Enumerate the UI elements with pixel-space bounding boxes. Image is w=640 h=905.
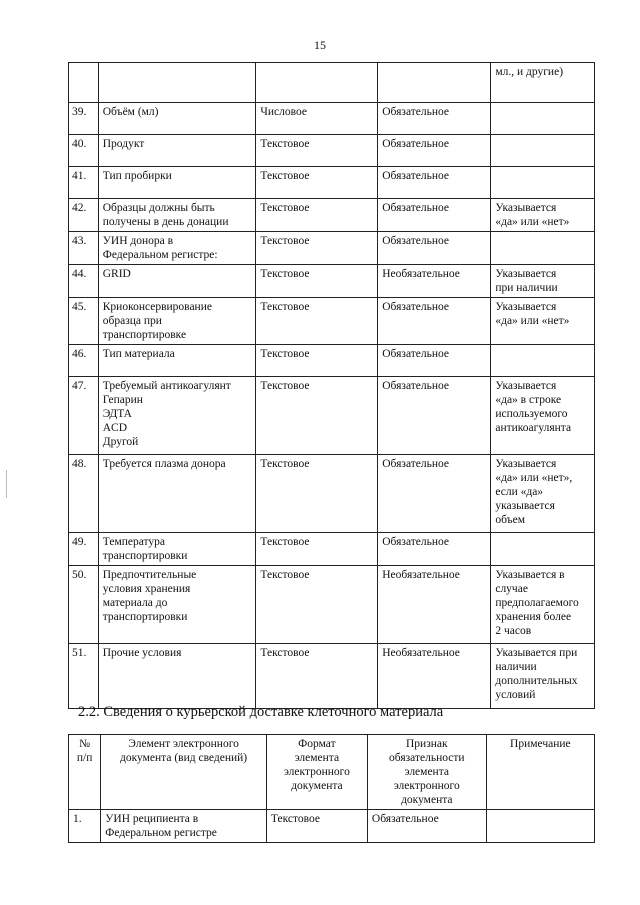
cell-note-line: Указывается при xyxy=(495,647,578,659)
cell-element xyxy=(98,533,256,566)
cell-note-line: Указывается xyxy=(495,202,557,214)
cell-element-line: Тип пробирки xyxy=(102,170,172,182)
cell-element xyxy=(101,810,267,843)
table-row xyxy=(69,103,595,135)
cell-element xyxy=(98,345,256,377)
cell-note xyxy=(491,232,595,265)
cell-note xyxy=(491,533,595,566)
cell-note-line: случае xyxy=(495,583,528,595)
cell-format: Текстовое xyxy=(256,298,378,345)
courier-header-cell-line: элемента xyxy=(294,752,340,764)
table-row xyxy=(69,810,595,843)
courier-header-cell-line: Примечание xyxy=(510,738,571,750)
cell-element-line: Федеральном регистре xyxy=(105,827,217,839)
cell-note xyxy=(491,345,595,377)
cell-note-line: «да» в строке xyxy=(495,394,562,406)
cell-note-line: предполагаемого xyxy=(495,597,579,609)
cell-element-line: получены в день донации xyxy=(102,216,229,228)
courier-header-cell-line: обязательности xyxy=(389,752,465,764)
cell-element xyxy=(98,298,256,345)
cell-format: Текстовое xyxy=(256,167,378,199)
cell-note-line: 2 часов xyxy=(495,625,532,637)
courier-header-cell xyxy=(486,735,594,810)
cell-required: Необязательное xyxy=(378,644,491,709)
cell-element xyxy=(98,63,256,103)
courier-header-cell-line: элемента xyxy=(404,766,449,778)
cell-note-line: условий xyxy=(495,689,536,701)
cell-required: Необязательное xyxy=(378,566,491,644)
cell-note-line: используемого xyxy=(495,408,568,420)
cell-element xyxy=(98,232,256,265)
cell-num: 50. xyxy=(69,566,99,644)
cell-note-line: Указывается xyxy=(495,301,557,313)
cell-element-line: Требуемый антикоагулянт xyxy=(102,380,231,392)
cell-element-line: Гепарин xyxy=(102,394,143,406)
courier-table-body xyxy=(69,810,595,843)
cell-format: Текстовое xyxy=(256,265,378,298)
cell-num: 40. xyxy=(69,135,99,167)
cell-element xyxy=(98,455,256,533)
courier-table-header-row xyxy=(69,735,595,810)
cell-note xyxy=(491,135,595,167)
cell-element-line: Предпочтительные xyxy=(102,569,197,581)
table-row xyxy=(69,644,595,709)
cell-element xyxy=(98,103,256,135)
cell-num: 41. xyxy=(69,167,99,199)
cell-format: Текстовое xyxy=(266,810,367,843)
courier-header-cell-line: Формат xyxy=(298,738,336,750)
courier-header-cell-line: Признак xyxy=(405,738,448,750)
cell-num: 45. xyxy=(69,298,99,345)
cell-element-line: транспортировки xyxy=(102,550,188,562)
cell-element-line: Криоконсервирование xyxy=(102,301,212,313)
cell-note-line: хранения более xyxy=(495,611,572,623)
cell-element-line: Тип материала xyxy=(102,348,175,360)
cell-element-line: Температура xyxy=(102,536,166,548)
cell-format: Текстовое xyxy=(256,199,378,232)
courier-header-cell-line: электронного xyxy=(283,766,350,778)
cell-element-line: Продукт xyxy=(102,138,145,150)
cell-note xyxy=(491,377,595,455)
cell-required: Обязательное xyxy=(378,345,491,377)
cell-element-line: ACD xyxy=(102,422,128,434)
cell-element-line: УИН донора в xyxy=(102,235,174,247)
cell-note-line: при наличии xyxy=(495,282,558,294)
main-table xyxy=(68,62,595,709)
cell-element xyxy=(98,377,256,455)
courier-header-cell xyxy=(69,735,101,810)
cell-num xyxy=(69,63,99,103)
cell-required: Обязательное xyxy=(378,199,491,232)
cell-note-line: наличии xyxy=(495,661,537,673)
cell-note xyxy=(491,199,595,232)
courier-header-cell-line: документа (вид сведений) xyxy=(120,752,248,764)
cell-format xyxy=(256,63,378,103)
courier-header-cell-line: № xyxy=(79,738,91,750)
cell-note xyxy=(491,644,595,709)
table-row xyxy=(69,199,595,232)
cell-element xyxy=(98,135,256,167)
courier-header-cell-line: Элемент электронного xyxy=(128,738,239,750)
cell-num: 43. xyxy=(69,232,99,265)
courier-header-cell-line: документа xyxy=(291,780,343,792)
cell-element xyxy=(98,644,256,709)
main-table-body xyxy=(69,63,595,709)
cell-element xyxy=(98,566,256,644)
cell-element-line: GRID xyxy=(102,268,131,280)
table-row xyxy=(69,265,595,298)
cell-note-line: Указывается xyxy=(495,458,557,470)
cell-note-line: Указывается xyxy=(495,380,557,392)
cell-format: Текстовое xyxy=(256,135,378,167)
cell-element-line: транспортировке xyxy=(102,329,187,341)
cell-required: Обязательное xyxy=(367,810,486,843)
cell-element-line: ЭДТА xyxy=(102,408,132,420)
cell-format: Текстовое xyxy=(256,644,378,709)
cell-format: Текстовое xyxy=(256,232,378,265)
cell-format: Числовое xyxy=(256,103,378,135)
cell-required: Необязательное xyxy=(378,265,491,298)
cell-note xyxy=(491,566,595,644)
cell-element-line: Объём (мл) xyxy=(102,106,159,118)
courier-header-cell-line: электронного xyxy=(393,780,460,792)
cell-num: 1. xyxy=(69,810,101,843)
courier-header-cell xyxy=(101,735,267,810)
table-row xyxy=(69,533,595,566)
cell-num: 39. xyxy=(69,103,99,135)
scan-edge-mark xyxy=(6,470,7,498)
cell-note-line: Указывается в xyxy=(495,569,565,581)
cell-format: Текстовое xyxy=(256,533,378,566)
cell-required: Обязательное xyxy=(378,232,491,265)
page-number: 15 xyxy=(314,38,326,52)
cell-note-line: дополнительных xyxy=(495,675,578,687)
cell-format: Текстовое xyxy=(256,377,378,455)
cell-element-line: Образцы должны быть xyxy=(102,202,215,214)
table-row xyxy=(69,377,595,455)
cell-element-line: Прочие условия xyxy=(102,647,182,659)
courier-header-cell-line: п/п xyxy=(76,752,93,764)
cell-note xyxy=(491,103,595,135)
cell-element-line: Требуется плазма донора xyxy=(102,458,226,470)
cell-required: Обязательное xyxy=(378,455,491,533)
cell-num: 47. xyxy=(69,377,99,455)
cell-required: Обязательное xyxy=(378,533,491,566)
cell-element xyxy=(98,167,256,199)
cell-num: 49. xyxy=(69,533,99,566)
cell-element-line: транспортировки xyxy=(102,611,188,623)
cell-note-line: Указывается xyxy=(495,268,557,280)
cell-note-line: «да» или «нет» xyxy=(495,315,570,327)
cell-element-line: образца при xyxy=(102,315,162,327)
cell-element-line: материала до xyxy=(102,597,168,609)
cell-element-line: условия хранения xyxy=(102,583,191,595)
cell-required: Обязательное xyxy=(378,298,491,345)
cell-required: Обязательное xyxy=(378,167,491,199)
table-row xyxy=(69,345,595,377)
courier-header-cell-line: документа xyxy=(401,794,453,806)
cell-required: Обязательное xyxy=(378,377,491,455)
cell-num: 46. xyxy=(69,345,99,377)
cell-num: 48. xyxy=(69,455,99,533)
cell-element xyxy=(98,199,256,232)
courier-header-cell xyxy=(367,735,486,810)
cell-element-line: УИН реципиента в xyxy=(105,813,199,825)
courier-header-cell xyxy=(266,735,367,810)
cell-num: 51. xyxy=(69,644,99,709)
continuation-row xyxy=(69,63,595,103)
cell-note xyxy=(491,167,595,199)
cell-note-line: указывается xyxy=(495,500,555,512)
cell-element-line: Другой xyxy=(102,436,139,448)
cell-required xyxy=(378,63,491,103)
cell-note-line: антикоагулянта xyxy=(495,422,572,434)
cell-element xyxy=(98,265,256,298)
table-row xyxy=(69,135,595,167)
cell-note xyxy=(486,810,594,843)
cell-note xyxy=(491,455,595,533)
table-row xyxy=(69,167,595,199)
cell-note-line: если «да» xyxy=(495,486,544,498)
section-heading: 2.2. Сведения о курьерской доставке клеточного материала xyxy=(78,704,444,720)
cell-note-line: объем xyxy=(495,514,525,526)
table-row xyxy=(69,232,595,265)
table-row xyxy=(69,298,595,345)
cell-num: 42. xyxy=(69,199,99,232)
courier-table xyxy=(68,734,595,843)
cell-note: мл., и другие) xyxy=(491,63,595,103)
cell-num: 44. xyxy=(69,265,99,298)
cell-note xyxy=(491,298,595,345)
table-row xyxy=(69,455,595,533)
cell-element-line: Федеральном регистре: xyxy=(102,249,218,261)
cell-format: Текстовое xyxy=(256,455,378,533)
cell-note xyxy=(491,265,595,298)
cell-note-line: «да» или «нет» xyxy=(495,216,570,228)
cell-note-line: «да» или «нет», xyxy=(495,472,573,484)
table-row xyxy=(69,566,595,644)
cell-required: Обязательное xyxy=(378,103,491,135)
cell-format: Текстовое xyxy=(256,345,378,377)
cell-required: Обязательное xyxy=(378,135,491,167)
cell-format: Текстовое xyxy=(256,566,378,644)
